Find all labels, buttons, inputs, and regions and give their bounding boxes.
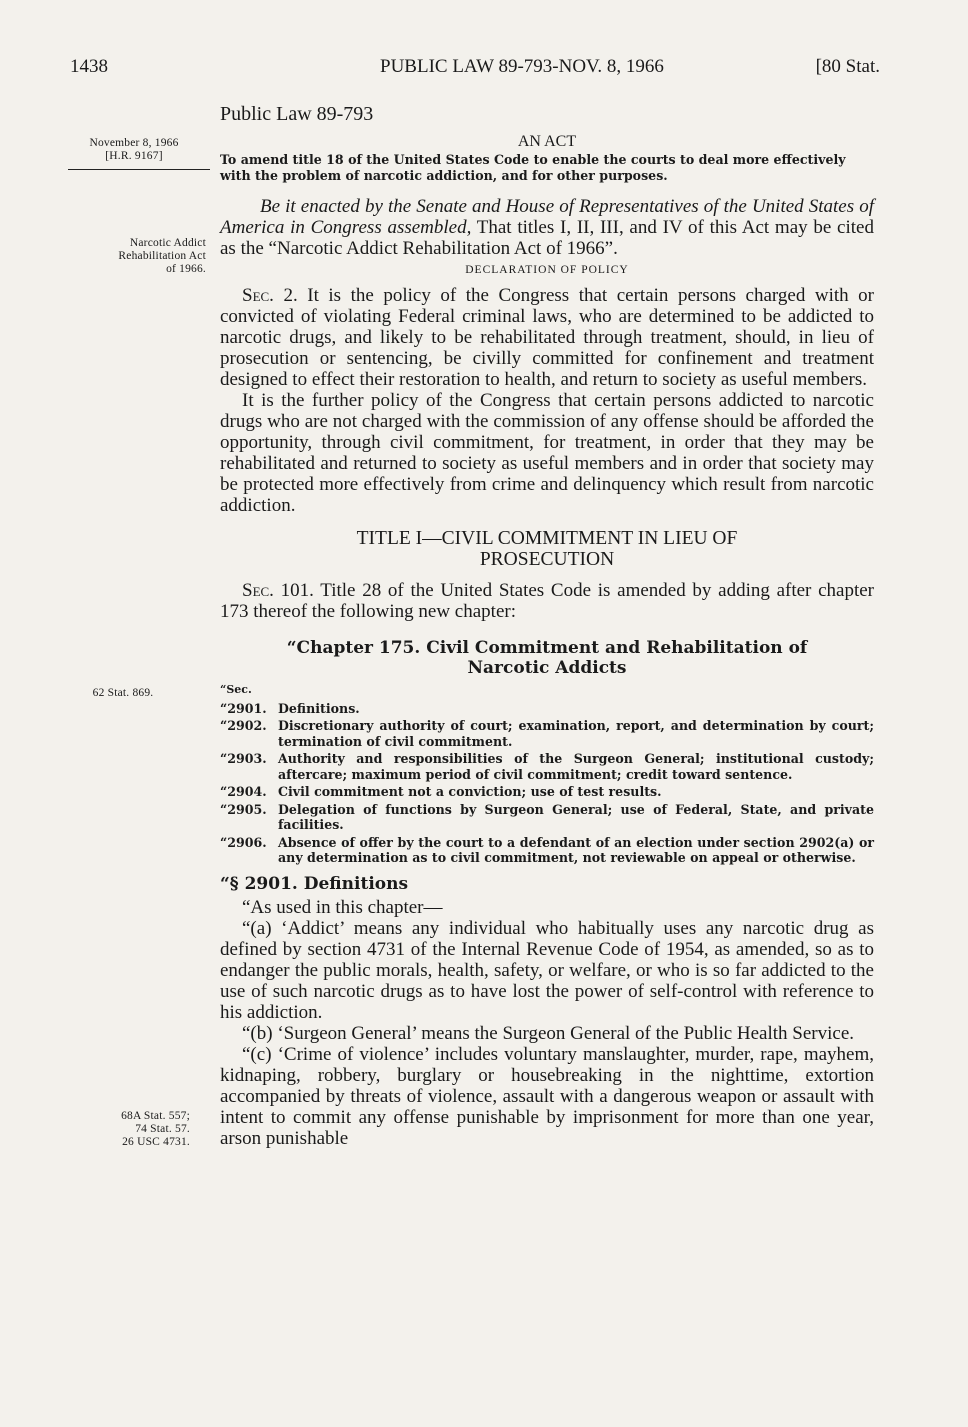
toc-num: “2906.	[220, 834, 267, 850]
running-head	[70, 56, 880, 82]
definition-b: “(b) ‘Surgeon General’ means the Surgeon General of the Public Health Service.	[242, 1022, 855, 1044]
margin-stat-ref-line: 74 Stat. 57.	[135, 1123, 190, 1135]
margin-stat-ref-line: 26 USC 4731.	[122, 1136, 190, 1148]
margin-short-title-line: Narcotic Addict	[129, 237, 206, 249]
enacting-clause	[220, 196, 874, 259]
margin-note-date	[68, 137, 200, 170]
margin-date: November 8, 1966	[89, 137, 179, 149]
margin-short-title-line: Rehabilitation Act	[118, 250, 206, 262]
toc-item	[220, 784, 874, 800]
toc-num: “2904.	[220, 784, 267, 799]
chapter-table-of-contents	[220, 682, 874, 866]
margin-stat-ref-line: 68A Stat. 557;	[121, 1110, 190, 1122]
toc-num: “2905.	[220, 801, 267, 817]
toc-text: Discretionary authority of court; examination, report, and determination by court; termination of civil commitment.	[278, 718, 874, 749]
sec2-paragraph	[220, 285, 874, 390]
sec101-paragraph	[220, 580, 874, 622]
sec2-label: Sec. 2.	[242, 285, 298, 306]
title-heading-line: TITLE I—CIVIL COMMITMENT IN LIEU OF	[356, 528, 738, 549]
definition-c: “(c) ‘Crime of violence’ includes voluntary manslaughter, murder, rape, mayhem, kidnaping, robbery, burglary or housebreaking in the nighttime, extortion accompanied by threats of violence, assault with a dangerous weapon or assault with intent to commit any offense punishable by imprisonment for more than one year, arson punishable	[220, 1043, 874, 1149]
toc-text: Absence of offer by the court to a defendant of an election under section 2902(a) or any determination as to civil commitment, not reviewable on appeal or otherwise.	[278, 834, 874, 865]
toc-text: Definitions.	[278, 700, 360, 716]
chapter-heading	[220, 638, 874, 678]
running-head-stat: [80 Stat.	[815, 56, 880, 77]
chapter-heading-line: Narcotic Addicts	[467, 658, 627, 678]
toc-num: “2903.	[220, 751, 267, 766]
main-text	[220, 104, 874, 1149]
declaration-heading: DECLARATION OF POLICY	[465, 264, 629, 276]
toc-item	[220, 835, 874, 866]
sec101-text: Title 28 of the United States Code is amended by adding after chapter 173 thereof the following new chapter:	[220, 580, 874, 622]
title-heading-line: PROSECUTION	[479, 549, 615, 570]
act-purpose: To amend title 18 of the United States Code to enable the courts to deal more effectively with the problem of narcotic addiction, and for other purposes.	[220, 152, 846, 183]
sec101-label: Sec. 101.	[242, 580, 314, 601]
toc-item	[220, 802, 874, 833]
toc-item	[220, 751, 874, 782]
title-heading	[220, 528, 874, 570]
toc-item	[220, 701, 874, 717]
margin-short-title-line: of 1966.	[166, 263, 206, 275]
margin-note-stat: 62 Stat. 869.	[92, 687, 154, 699]
margin-rule	[68, 169, 210, 170]
page-number: 1438	[70, 56, 108, 77]
sec2-paragraph-2: It is the further policy of the Congress that certain persons addicted to narcotic drugs who are not charged with the commission of any offense should be afforded the opportunity, through civil commitment, for treatment, in order that they may be rehabilitated and returned to society as useful members and in order that society may be protected more effectively from crime and delinquency which result from narcotic addiction.	[220, 390, 874, 516]
sec2-text: It is the policy of the Congress that certain persons charged with or convicted of violating Federal criminal laws, who are determined to be addicted to narcotic drugs, and likely to be rehabilitated through treatment, should, in lieu of prosecution or sentencing, be civilly committed for confinement and treatment designed to effect their restoration to health, and return to society as useful members.	[220, 285, 874, 390]
toc-text: Delegation of functions by Surgeon General; use of Federal, State, and private facilities.	[278, 801, 874, 832]
public-law-title: Public Law 89-793	[220, 103, 374, 125]
chapter-heading-line: “Chapter 175. Civil Commitment and Rehabilitation of	[286, 638, 808, 658]
definitions-intro: “As used in this chapter—	[242, 896, 443, 918]
margin-bill: [H.R. 9167]	[105, 150, 163, 162]
margin-note-stat-refs	[68, 1110, 190, 1149]
enacting-clause-text: That titles I, II, III, and IV of this Act may be cited as the “Narcotic Addict Rehabilitation Act of 1966”.	[220, 217, 874, 259]
toc-num: “2901.	[220, 700, 267, 716]
running-head-title: PUBLIC LAW 89-793-NOV. 8, 1966	[380, 56, 664, 77]
toc-num: “2902.	[220, 718, 267, 733]
section-2901-heading: “§ 2901. Definitions	[220, 873, 409, 894]
definition-a: “(a) ‘Addict’ means any individual who habitually uses any narcotic drug as defined by section 4731 of the Internal Revenue Code of 1954, as amended, so as to endanger the public morals, health, safety, or welfare, or who is so far addicted to the use of such narcotic drugs as to have lost the power of self-control with reference to his addiction.	[220, 917, 874, 1023]
an-act-heading: AN ACT	[517, 133, 577, 150]
toc-sec-label: “Sec.	[220, 683, 252, 696]
toc-item	[220, 718, 874, 749]
margin-note-short-title	[68, 237, 206, 276]
enacting-clause-italic: Be it enacted by the Senate and House of Representatives of the United States of America in Congress assembled,	[220, 196, 874, 238]
toc-text: Civil commitment not a conviction; use of test results.	[278, 784, 662, 799]
toc-text: Authority and responsibilities of the Surgeon General; institutional custody; aftercare; maximum period of civil commitment; credit toward sentence.	[278, 751, 874, 782]
